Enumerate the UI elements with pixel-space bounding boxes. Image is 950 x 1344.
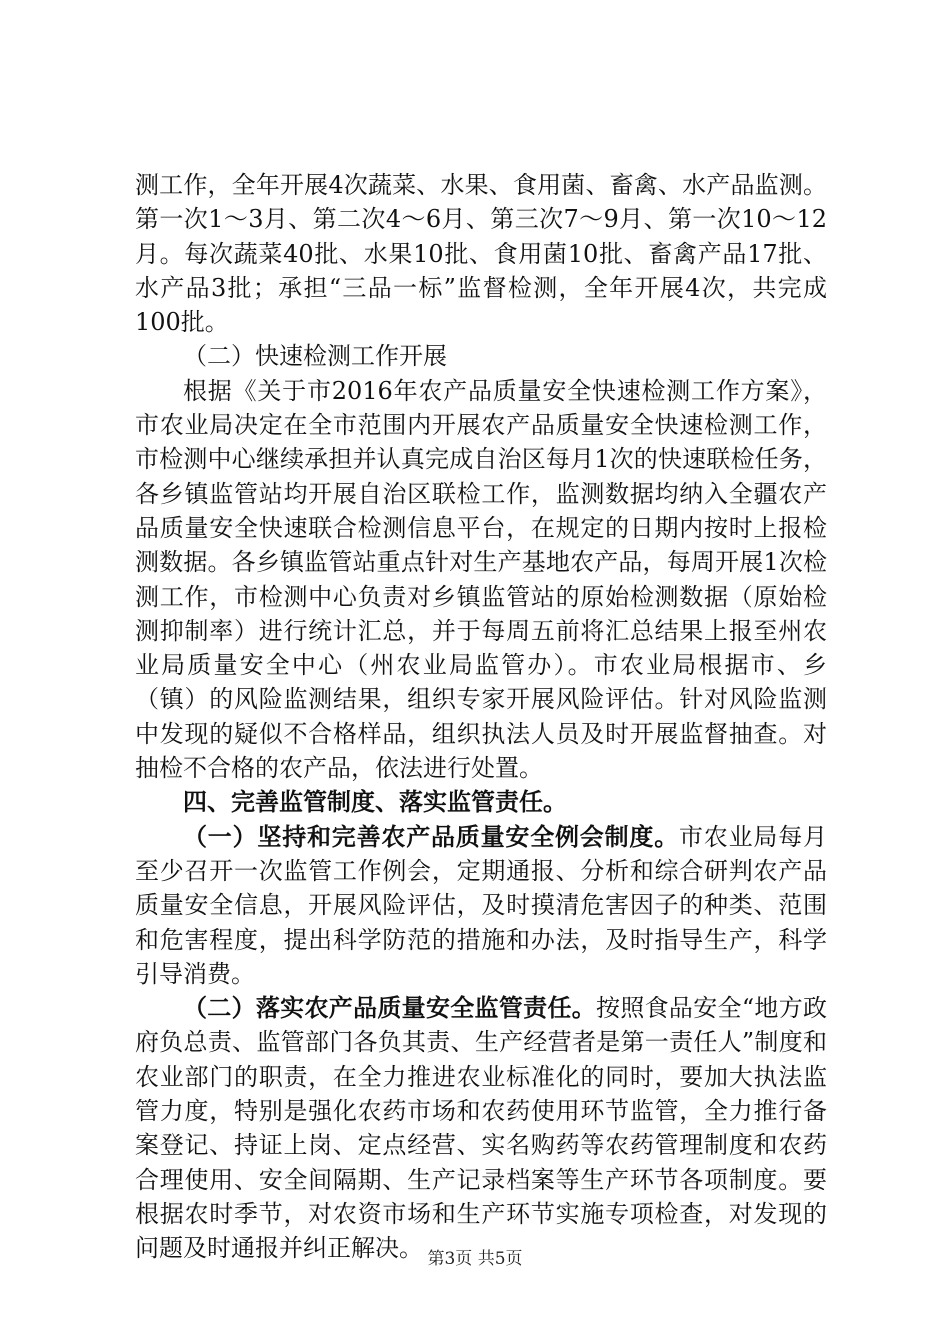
paragraph-continuation: 测工作，全年开展4次蔬菜、水果、食用菌、畜禽、水产品监测。第一次1～3月、第二次4～6月、第三次7～9月、第一次10～12月。每次蔬菜40批、水果10批、食用菌10批、畜禽产品17批、水产品3批；承担“三品一标”监督检测，全年开展4次，共完成100批。	[135, 171, 827, 337]
page-footer: 第3页 共5页	[427, 1249, 523, 1269]
subheading-fast-detection: （二）快速检测工作开展	[183, 342, 447, 371]
section-heading-four: 四、完善监管制度、落实监管责任。	[183, 788, 567, 817]
item-2-title: （二）落实农产品质量安全监管责任。	[183, 994, 597, 1023]
paragraph-item-2	[135, 991, 827, 1265]
item-1-body: 市农业局每月至少召开一次监管工作例会，定期通报、分析和综合研判农产品质量安全信息，开展风险评估，及时摸清危害因子的种类、范围和危害程度，提出科学防范的措施和办法，及时指导生产，科学引导消费。	[135, 822, 827, 988]
document-body	[135, 168, 827, 1266]
paragraph-fast-detection: 根据《关于市2016年农产品质量安全快速检测工作方案》，市农业局决定在全市范围内开展农产品质量安全快速检测工作，市检测中心继续承担并认真完成自治区每月1次的快速联检任务，各乡镇监管站均开展自治区联检工作，监测数据均纳入全疆农产品质量安全快速联合检测信息平台，在规定的日期内按时上报检测数据。各乡镇监管站重点针对生产基地农产品，每周开展1次检测工作，市检测中心负责对乡镇监管站的原始检测数据（原始检测抑制率）进行统计汇总，并于每周五前将汇总结果上报至州农业局质量安全中心（州农业局监管办）。市农业局根据市、乡（镇）的风险监测结果，组织专家开展风险评估。针对风险监测中发现的疑似不合格样品，组织执法人员及时开展监督抽查。对抽检不合格的农产品，依法进行处置。	[135, 376, 827, 783]
paragraph-item-1	[135, 820, 827, 991]
item-2-body: 按照食品安全“地方政府负总责、监管部门各负其责、生产经营者是第一责任人”制度和农业部门的职责，在全力推进农业标准化的同时，要加大执法监管力度，特别是强化农药市场和农药使用环节监管，全力推行备案登记、持证上岗、定点经营、实名购药等农药管理制度和农药合理使用、安全间隔期、生产记录档案等生产环节各项制度。要根据农时季节，对农资市场和生产环节实施专项检查，对发现的问题及时通报并纠正解决。	[135, 994, 827, 1263]
item-1-title: （一）坚持和完善农产品质量安全例会制度。	[183, 822, 679, 851]
